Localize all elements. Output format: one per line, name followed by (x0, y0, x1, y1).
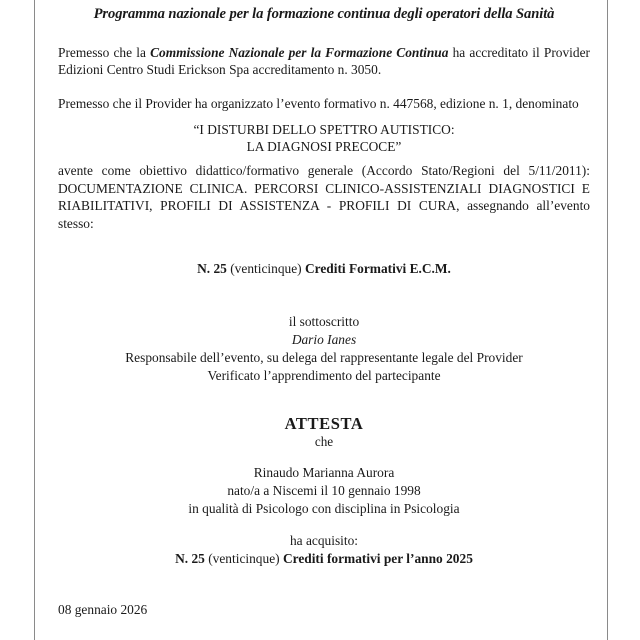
credits-ecm-line (58, 261, 590, 277)
attesta-heading: ATTESTA (284, 414, 364, 434)
signature-area (0, 540, 640, 640)
participant-name: Rinaudo Marianna Aurora (253, 465, 395, 481)
undersigned-intro: il sottoscritto (288, 314, 360, 330)
event-title-line-2: LA DIAGNOSI PRECOCE” (246, 139, 402, 155)
participant-qualification: in qualità di Psicologo con disciplina in Psicologia (188, 501, 460, 517)
acquired-intro: ha acquisito: (289, 532, 359, 548)
premise-1-before: Premesso che la (58, 44, 151, 60)
credits-ecm-words: (venticinque) (226, 261, 305, 277)
participant-birth: nato/a a Niscemi il 10 gennaio 1998 (227, 483, 421, 499)
undersigned-role-line-2: Verificato l’apprendimento del partecipante (207, 367, 441, 383)
premise-paragraph-2: Premesso che il Provider ha organizzato l’evento formativo n. 447568, edizione n. 1, denominato (58, 96, 579, 112)
undersigned-name: Dario Ianes (291, 331, 357, 347)
acquired-credits-number: N. 25 (175, 550, 205, 566)
premise-paragraph-1 (58, 44, 590, 80)
undersigned-role-line-1: Responsabile dell’evento, su delega del rappresentante legale del Provider (125, 349, 523, 365)
event-title-line-1: “I DISTURBI DELLO SPETTRO AUTISTICO: (193, 121, 455, 137)
acquired-credits-words: (venticinque) (204, 550, 283, 566)
credits-ecm-label: Crediti Formativi E.C.M. (304, 261, 451, 277)
page-title: Programma nazionale per la formazione continua degli operatori della Sanità (93, 6, 555, 22)
issue-date: 08 gennaio 2026 (58, 601, 148, 617)
premise-1-after: ha accreditato il Provider Edizioni Centro Studi Erickson Spa accreditamento n. 3050. (58, 44, 590, 78)
credits-ecm-number: N. 25 (197, 261, 227, 277)
acquired-credits-label: Crediti formativi per l’anno 2025 (282, 550, 473, 566)
premise-1-emphasis: Commissione Nazionale per la Formazione Continua (150, 44, 449, 60)
objective-paragraph: avente come obiettivo didattico/formativo generale (Accordo Stato/Regioni del 5/11/2011): DOCUMENTAZIONE CLINICA. PERCORSI CLINICO-ASSISTENZIALI DIAGNOSTICI E RIABILITATIVI, PROFILI DI ASSISTENZA - PROFILI DI CURA, assegnando all’evento stesso: (58, 162, 590, 232)
attesta-che: che (314, 434, 334, 450)
